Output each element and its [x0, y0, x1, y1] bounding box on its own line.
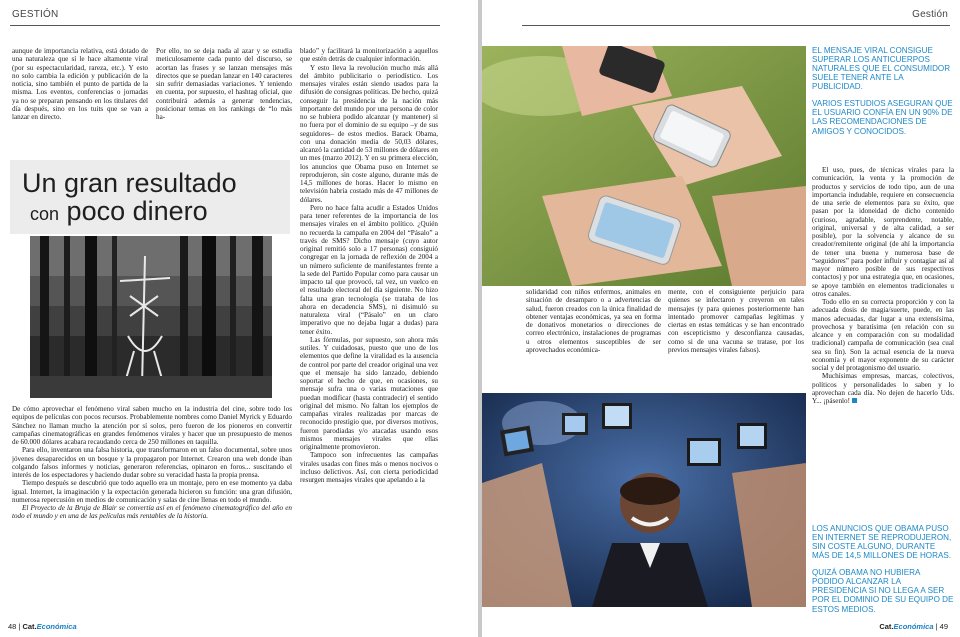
headline-line2 — [30, 196, 208, 227]
header-rule-right — [522, 25, 950, 26]
section-label-right: Gestión — [912, 9, 948, 20]
forest-image — [30, 236, 272, 398]
brand-right: Cat. — [879, 622, 894, 631]
headline-line1 — [22, 168, 237, 199]
right-mid-col1 — [526, 288, 661, 388]
crowd-image — [482, 393, 806, 607]
paragraph: Por ello, no se deja nada al azar y se estudia meticulosamente cada punto del discurso, se acortan las frases y se lanzan mensajes más directos que se puedan lanzar en 140 caracteres sin sufrir demasiadas variaciones. Y teniendo en cuenta, por supuesto, el hashtag oficial, que contribuirá además a generar tendencias, posicionar temas en los rankings de “lo más ha- — [156, 47, 292, 121]
paragraph: blado” y facilitará la monitorización a aquellos que estén detrás de cualquier información. — [300, 47, 438, 64]
left-col2-top — [156, 47, 292, 140]
headline-connector: con — [30, 204, 60, 224]
crowd-photo — [482, 393, 806, 607]
paragraph: solidaridad con niños enfermos, animales en situación de desamparo o a advertencias de salud, fueron creados con la única finalidad de obtener ventajas económicas, ya sea en forma de donativos monetarios o direcciones de correo electrónico, instalaciones de programas u otros elementos susceptibles de ser aprovechados económica- — [526, 288, 661, 354]
page-number-right: 49 — [939, 622, 948, 631]
brand-right-2: Económica — [893, 622, 934, 631]
pullquote: EL MENSAJE VIRAL CONSIGUE SUPERAR LOS ANTICUERPOS NATURALES QUE EL CONSUMIDOR SUELE TENER ANTE LA PUBLICIDAD. — [812, 46, 951, 92]
header-rule-left — [10, 25, 440, 26]
pullquote: VARIOS ESTUDIOS ASEGURAN QUE EL USUARIO CONFÍA EN UN 90% DE LAS RECOMENDACIONES DE AMIGOS Y CONOCIDOS. — [812, 99, 953, 136]
headline-text-1: Un gran resultado — [22, 168, 237, 198]
paragraph: Las fórmulas, por supuesto, son ahora más sutiles. Y cuidadosas, puesto que uno de los elementos que define la viralidad es la ausencia de control por parte del creador original una vez que el mensaje ha sido lanzado, debiendo soportar el hecho de que, en ocasiones, su mensaje sufra una o varias mutaciones que puedan modificar (hasta contradecir) el sentido original del mismo. No faltan los ejemplos de campañas virales realizadas por marcas de reconocido prestigio que, por diversos motivos, fueron parodiadas y/o atacadas usando esos mismos mensajes virales que ellas originalmente promovieron. — [300, 335, 438, 451]
paragraph: El Proyecto de la Bruja de Blair se convertía así en el fenómeno cinematográfico del año en todo el mundo y en una de las películas más rentables de la historia. — [12, 504, 292, 521]
pullquote: QUIZÁ OBAMA NO HUBIERA PODIDO ALCANZAR LA PRESIDENCIA SI NO LLEGA A SER POR EL DOMINIO DE SU EQUIPO DE ESTOS MEDIOS. — [812, 568, 954, 614]
paragraph: Tiempo después se descubrió que todo aquello era un montaje, pero en ese momento ya daba igual. Internet, la imaginación y la expectación generada hicieron su función: una gran difusión, numerosa repercusión en medios de comunicación y salas de cine llenas en todo el mundo. — [12, 479, 292, 504]
pullquote-top — [812, 46, 954, 136]
paragraph: Todo ello en su correcta proporción y con la adecuada dosis de magia/suerte, puede, en las manos adecuadas, dar lugar a una extensísima, provechosa y baratísima (en relación con su alcance y en comparación con su modalidad tradicional) campaña de comunicación (sea cual sea su fin). Son la actual esencia de la nueva economía y el mayor exponente de su carácter social y del protagonismo del usuario. — [812, 298, 954, 372]
paragraph: Tampoco son infrecuentes las campañas virales usadas con fines más o menos nocivos o incluso delictivos. Así, con cierta periodicidad resurgen mensajes virales que apelando a la — [300, 451, 438, 484]
paragraph: mente, con el consiguiente perjuicio para quienes se infectaron y creyeron en tales mensajes (y para quienes posteriormente han intentado promover campañas legítimas y ciertas en estas temáticas y se han encontrado con escepticismo y desconfianza causadas, como si de una vacuna se tratase, por los previos mensajes virales falsos). — [668, 288, 804, 354]
right-page — [482, 0, 960, 637]
left-page — [0, 0, 478, 637]
smartphone-image — [482, 46, 806, 286]
left-col1-top — [12, 47, 148, 140]
end-mark-icon — [852, 398, 857, 403]
folio-left: 48 | Cat.Económica — [8, 622, 77, 631]
forest-photo — [30, 236, 272, 398]
headline-text-2: poco dinero — [66, 196, 208, 226]
right-mid-col2 — [668, 288, 804, 388]
closing-text: Muchísimas empresas, marcas, colectivos, políticos y personalidades lo saben y lo aprovechan cada día. No dejen de hacerlo Uds. Y... ¡pásenlo! — [812, 372, 954, 405]
paragraph: El uso, pues, de técnicas virales para la comunicación, la venta y la promoción de productos y servicios de todo tipo, aun de una importancia indudable, requiere en consecuencia de una serie de elementos para su éxito, que pasan por la idoneidad de dicho contenido (curioso, agradable, sorprendente, notable, original, universal y de alta calidad, a ser posible), por la solvencia y alcance de su creador/remitente original (de ahí la importancia de tener una buena y numerosa base de “seguidores” para poder influir y contagiar así al mayor número posible de sus respectivos contactos) y por una estrategia que, en ocasiones, se apoye también en elementos tradicionales u otros canales. — [812, 166, 954, 298]
smartphone-photo — [482, 46, 806, 286]
left-bottom-text — [12, 405, 292, 601]
paragraph: aunque de importancia relativa, está dotado de una naturaleza que sí le hace altamente viral (por su espectacularidad, rareza, etc.). Y esto no solo cambia la edición y publicación de la noticia, sino también el punto de partida de la misma. Los eventos, conferencias o jornadas ya no se preparan pensando en los titulares del día después, sino en los tuits que se van a lanzar en directo. — [12, 47, 148, 121]
section-label-left: GESTIÓN — [12, 9, 59, 20]
right-col — [812, 166, 954, 484]
paragraph: Pero no hace falta acudir a Estados Unidos para tener referentes de la importancia de los mensajes virales en el ámbito político. ¿Quién no recuerda la campaña en 2004 del “Pásalo” a través de SMS? Dicho mensaje (cuyo autor original remitió solo a 17 personas) consiguió congregar en la jornada de reflexión de 2004 a un número suficiente de manifestantes frente a la sede del Partido Popular como para causar un impacto tal que provocó, tal vez, un vuelco en el resultado electoral del día siguiente. No hizo falta una gran tecnología (se trataba de los ahora en decadencia SMS), ni disimuló su naturaleza viral (“Pásalo” en un claro imperativo que no dejaba lugar a dudas) para tener éxito. — [300, 203, 438, 336]
page-number-left: 48 — [8, 622, 17, 631]
paragraph: Y esto lleva la revolución mucho más allá del ámbito publicitario o periodístico. Los mensajes virales están siendo usados para la difusión de consignas políticas. De hecho, quizá conseguir la presidencia de la nación más importante del mundo por una persona de color no se hubiera podido alcanzar (y mantener) si no fuera por el dominio de su equipo –y de sus seguidores– de estos medios. Barack Obama, con una donación media de 50,03 dólares, alcanzó la cantidad de 53 millones de dólares en un mes (marzo 2012). Y en su primera elección, los anuncios que Obama puso en Internet se reprodujeron, sin coste alguno, durante más de 14,5 millones de horas. Hacer lo mismo en televisión habría costado más de 47 millones de dólares. — [300, 63, 438, 204]
left-col3 — [300, 47, 438, 610]
folio-right: Cat.Económica | 49 — [879, 622, 948, 631]
brand-left: Cat. — [22, 622, 37, 631]
pullquote-bottom — [812, 524, 954, 614]
pullquote: LOS ANUNCIOS QUE OBAMA PUSO EN INTERNET SE REPRODUJERON, SIN COSTE ALGUNO, DURANTE MÁS DE 14,5 MILLONES DE HORAS. — [812, 524, 952, 561]
brand-left-2: Económica — [36, 622, 77, 631]
paragraph: De cómo aprovechar el fenómeno viral saben mucho en la industria del cine, sobre todo los equipos de películas con pocos recursos. Probablemente nombres como Daniel Myrick y Eduardo Sánchez no llaman mucho la atención por sí solos, pero fueron de los pioneros en convertir campañas cinematográficas en grandes fenómenos virales y hacer que un presupuesto de menos de 60.000 dólares acabara recaudando cerca de 250 millones en taquilla. — [12, 405, 292, 446]
paragraph: Para ello, inventaron una falsa historia, que transformaron en un falso documental, sobre unos jóvenes desaparecidos en un bosque y la propagaron por Internet. Crearon una web donde iban colgando falsos informes y noticias, generaron referencias, opinaron en foros... suscitando el interés de los espectadores y haciendo dudar sobre su veracidad hasta la propia prensa. — [12, 446, 292, 479]
paragraph — [812, 372, 954, 405]
